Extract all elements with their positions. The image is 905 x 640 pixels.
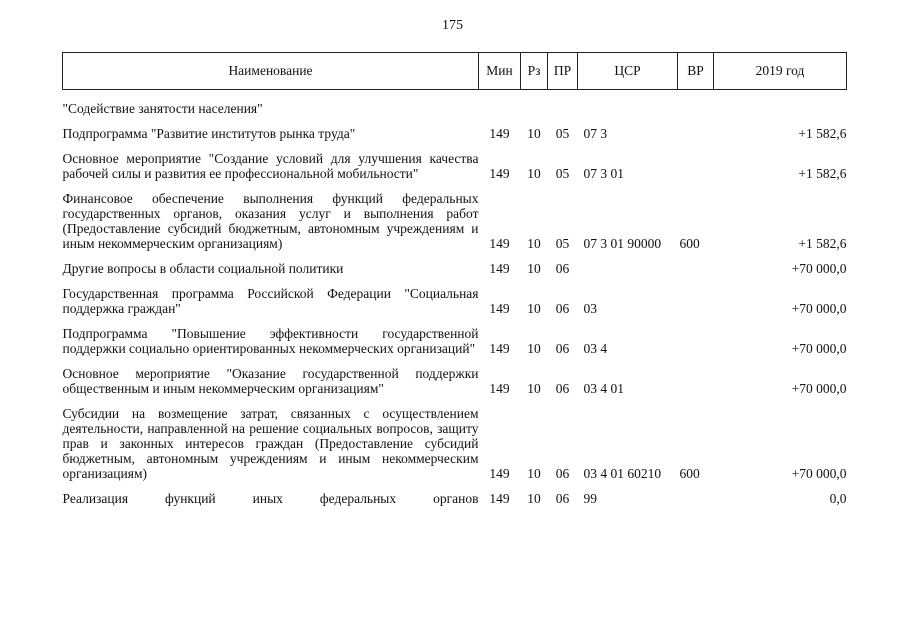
table-row: [63, 481, 847, 506]
row-vr: [678, 316, 714, 356]
row-rz: 10: [527, 466, 541, 481]
row-name: Основное мероприятие "Оказание государственной поддержки общественным и иным некоммерческим организациям": [62, 366, 479, 396]
row-vr: [678, 141, 714, 181]
row-vr: [678, 90, 714, 117]
table-row: [63, 316, 847, 356]
row-rz: 10: [527, 261, 541, 276]
row-vr: [678, 116, 714, 141]
row-vr: [678, 251, 714, 276]
row-amount: [714, 90, 847, 117]
row-min: 149: [489, 126, 510, 141]
header-vr: ВР: [678, 53, 714, 90]
row-csr: 07 3 01 90000: [583, 236, 662, 251]
row-amount: +70 000,0: [791, 301, 847, 316]
row-rz: 10: [527, 166, 541, 181]
row-vr: [678, 356, 714, 396]
row-pr: 06: [555, 381, 570, 396]
table-row: [63, 251, 847, 276]
header-csr: ЦСР: [578, 53, 678, 90]
table-row: [63, 356, 847, 396]
header-year: 2019 год: [714, 53, 847, 90]
row-vr: 600: [679, 466, 700, 481]
row-name: "Содействие занятости населения": [62, 101, 263, 116]
row-pr: 06: [555, 491, 570, 506]
row-csr: [578, 251, 678, 276]
row-min: 149: [489, 236, 510, 251]
row-vr: [678, 481, 714, 506]
row-amount: +70 000,0: [791, 381, 847, 396]
row-amount: +70 000,0: [791, 466, 847, 481]
row-name: Финансовое обеспечение выполнения функций федеральных государственных органов, оказания услуг и выполнения работ (Предоставление субсидий бюджетным, автономным учреждениям и иным некоммерческим организациям): [62, 191, 479, 251]
table-row: [63, 181, 847, 251]
row-vr: [678, 276, 714, 316]
row-csr: 03: [583, 301, 597, 316]
row-pr: 06: [555, 341, 570, 356]
budget-table: [62, 52, 847, 506]
row-amount: +1 582,6: [798, 126, 847, 141]
table-row: [63, 90, 847, 117]
row-name: Другие вопросы в области социальной политики: [62, 261, 344, 276]
row-min: 149: [489, 381, 510, 396]
row-csr: 99: [583, 491, 597, 506]
header-min: Мин: [479, 53, 521, 90]
table-row: [63, 276, 847, 316]
row-csr: 03 4 01: [583, 381, 624, 396]
row-csr: 07 3 01: [583, 166, 624, 181]
row-pr: 05: [555, 126, 570, 141]
row-pr: 06: [555, 466, 570, 481]
row-name: Реализация функций иных федеральных органов: [62, 491, 479, 506]
row-pr: 06: [555, 261, 570, 276]
table-row: [63, 116, 847, 141]
row-amount: +70 000,0: [791, 341, 847, 356]
row-min: 149: [489, 466, 510, 481]
row-rz: 10: [527, 341, 541, 356]
row-min: 149: [489, 341, 510, 356]
row-csr: 07 3: [583, 126, 608, 141]
row-min: 149: [489, 491, 510, 506]
row-amount: +1 582,6: [798, 166, 847, 181]
row-min: 149: [489, 261, 510, 276]
row-amount: +1 582,6: [798, 236, 847, 251]
row-name: Основное мероприятие "Создание условий для улучшения качества рабочей силы и развития ее профессиональной мобильности": [62, 151, 479, 181]
row-rz: 10: [527, 126, 541, 141]
row-name: Субсидии на возмещение затрат, связанных с осуществлением деятельности, направленной на решение социальных вопросов, защиту прав и законных интересов граждан (Предоставление субсидий бюджетным, автономным учреждениям и иным некоммерческим организациям): [62, 406, 479, 481]
row-name: Подпрограмма "Повышение эффективности государственной поддержки социально ориентированных некоммерческих организаций": [62, 326, 479, 356]
header-name: Наименование: [63, 53, 479, 90]
row-rz: 10: [527, 301, 541, 316]
row-pr: 05: [555, 166, 570, 181]
row-min: [479, 90, 521, 117]
row-vr: 600: [679, 236, 700, 251]
header-pr: ПР: [548, 53, 578, 90]
row-min: 149: [489, 301, 510, 316]
row-min: 149: [489, 166, 510, 181]
row-rz: 10: [527, 236, 541, 251]
page-number: 175: [442, 18, 463, 33]
table-row: [63, 396, 847, 481]
row-amount: 0,0: [829, 491, 847, 506]
row-rz: 10: [527, 381, 541, 396]
table-row: [63, 141, 847, 181]
header-rz: Рз: [521, 53, 548, 90]
row-name: Подпрограмма "Развитие институтов рынка труда": [62, 126, 356, 141]
row-csr: [578, 90, 678, 117]
table-header-row: [63, 53, 847, 90]
row-pr: 06: [555, 301, 570, 316]
row-rz: 10: [527, 491, 541, 506]
row-csr: 03 4: [583, 341, 608, 356]
row-csr: 03 4 01 60210: [583, 466, 662, 481]
row-name: Государственная программа Российской Федерации "Социальная поддержка граждан": [62, 286, 479, 316]
row-pr: [548, 90, 578, 117]
row-pr: 05: [555, 236, 570, 251]
row-amount: +70 000,0: [791, 261, 847, 276]
row-rz: [521, 90, 548, 117]
